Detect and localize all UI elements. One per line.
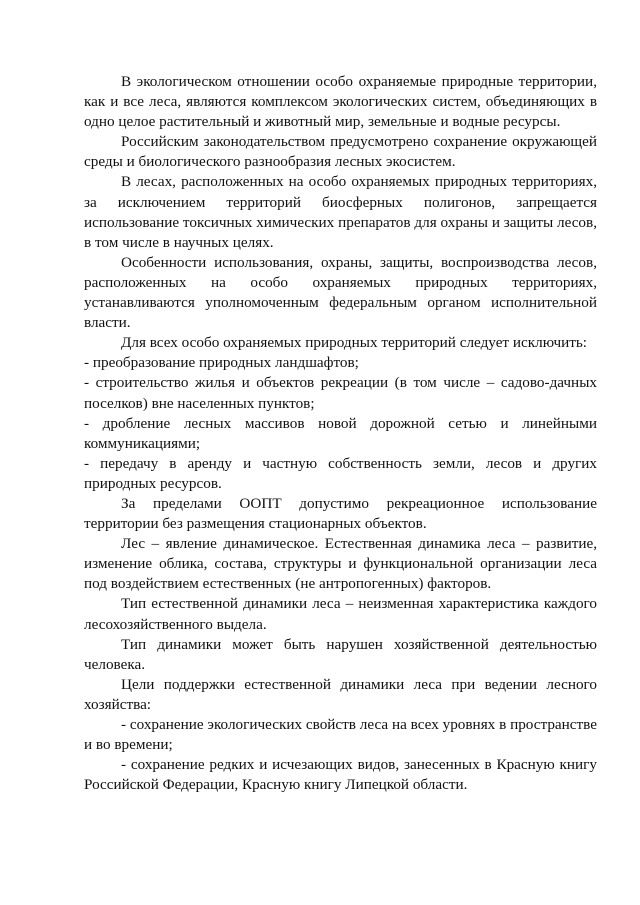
list-item: - дробление лесных массивов новой дорожной сетью и линейными коммуникациями; — [84, 414, 597, 452]
paragraph: В экологическом отношении особо охраняемые природные территории, как и все леса, являются комплексом экологических систем, объединяющих в одно целое растительный и животный мир, земельные и водные ресурсы. — [84, 73, 597, 131]
paragraph: Лес – явление динамическое. Естественная динамика леса – развитие, изменение облика, состава, структуры и функциональной организации леса под воздействием естественных (не антропогенных) факторов. — [84, 535, 597, 593]
list-item: - строительство жилья и объектов рекреации (в том числе – садово-дачных поселков) вне населенных пунктов; — [84, 374, 597, 412]
paragraph: Тип динамики может быть нарушен хозяйственной деятельностью человека. — [84, 635, 597, 673]
paragraph: В лесах, расположенных на особо охраняемых природных территориях, за исключением территорий биосферных полигонов, запрещается использование токсичных химических препаратов для охраны и защиты лесов, в том числе в научных целях. — [84, 173, 597, 251]
list-item: - преобразование природных ландшафтов; — [84, 354, 359, 372]
paragraph: Российским законодательством предусмотрено сохранение окружающей среды и биологического разнообразия лесных экосистем. — [84, 133, 597, 171]
paragraph: Особенности использования, охраны, защиты, воспроизводства лесов, расположенных на особо охраняемых природных территориях, устанавливаются уполномоченным федеральным органом исполнительной власти. — [84, 253, 597, 332]
list-item: - сохранение экологических свойств леса на всех уровнях в пространстве и во времени; — [84, 716, 597, 754]
paragraph: Для всех особо охраняемых природных территорий следует исключить: — [121, 334, 588, 352]
list-item: - передачу в аренду и частную собственность земли, лесов и других природных ресурсов. — [84, 454, 597, 492]
paragraph: Тип естественной динамики леса – неизменная характеристика каждого лесохозяйственного выдела. — [84, 595, 597, 633]
paragraph: Цели поддержки естественной динамики леса при ведении лесного хозяйства: — [84, 675, 597, 713]
paragraph: За пределами ООПТ допустимо рекреационное использование территории без размещения стационарных объектов. — [84, 494, 597, 533]
list-item: - сохранение редких и исчезающих видов, занесенных в Красную книгу Российской Федерации, Красную книгу Липецкой области. — [84, 756, 597, 794]
document-page — [84, 72, 597, 795]
